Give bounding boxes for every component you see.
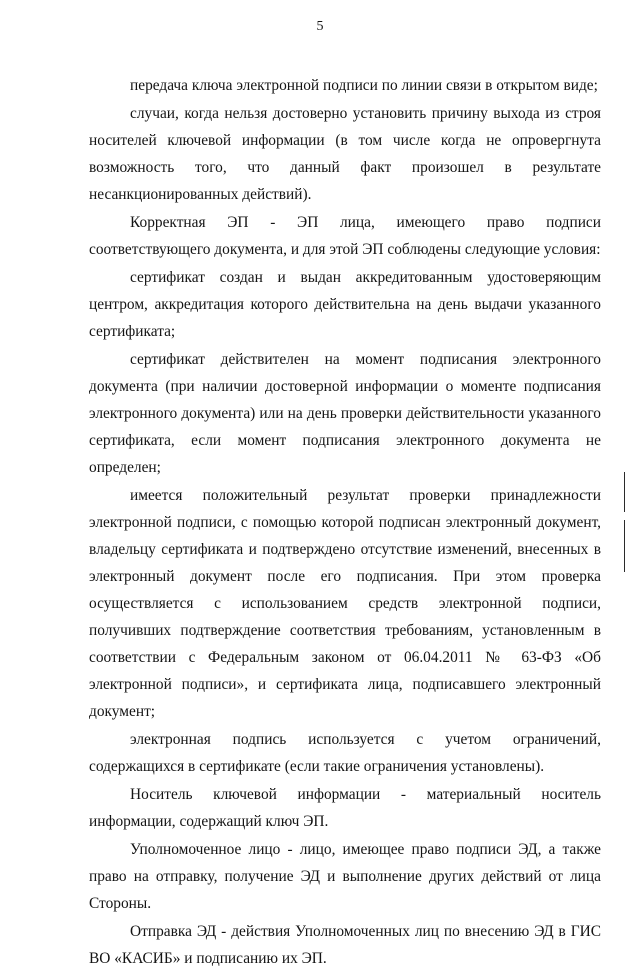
paragraph-verification-result: имеется положительный результат проверки принадлежности электронной подписи, с помощью которой подписан электронный документ, владельцу сертификата и подтверждено отсутствие изменений, внесенных в электронный документ после его подписания. При этом проверка осуществляется с использованием средств электронной подписи, получивших подтверждение соответствия требованиям, установленным в соответствии с Федеральным законом от 06.04.2011 № 63-ФЗ «Об электронной подписи», и сертификата лица, подписавшего электронный документ; bbox=[89, 487, 601, 720]
paragraph-key-carrier-definition: Носитель ключевой информации - материальный носитель информации, содержащий ключ ЭП. bbox=[89, 786, 601, 830]
paragraph-key-transmission: передача ключа электронной подписи по линии связи в открытом виде; bbox=[130, 77, 598, 94]
scan-margin-mark bbox=[624, 520, 625, 572]
scan-margin-mark bbox=[624, 472, 625, 512]
paragraph-certificate-valid: сертификат действителен на момент подписания электронного документа (при наличии достоверной информации о моменте подписания электронного документа) или на день проверки действительности указанного сертификата, если момент подписания электронного документа не определен; bbox=[89, 351, 601, 476]
page-number: 5 bbox=[316, 19, 324, 34]
paragraph-correct-signature: Корректная ЭП - ЭП лица, имеющего право подписи соответствующего документа, и для этой ЭП соблюдены следующие условия: bbox=[89, 214, 601, 258]
paragraph-signature-restrictions: электронная подпись используется с учетом ограничений, содержащихся в сертификате (если такие ограничения установлены). bbox=[89, 731, 601, 775]
paragraph-authorized-person-definition: Уполномоченное лицо - лицо, имеющее право подписи ЭД, а также право на отправку, получение ЭД и выполнение других действий от лица Стороны. bbox=[89, 841, 601, 912]
paragraph-certificate-issued: сертификат создан и выдан аккредитованным удостоверяющим центром, аккредитация которого действительна на день выдачи указанного сертификата; bbox=[89, 269, 601, 340]
paragraph-ed-sending-definition: Отправка ЭД - действия Уполномоченных лиц по внесению ЭД в ГИС ВО «КАСИБ» и подписанию их ЭП. bbox=[89, 923, 601, 967]
paragraph-carrier-failure: случаи, когда нельзя достоверно установить причину выхода из строя носителей ключевой информации (в том числе когда не опровергнута возможность того, что данный факт произошел в результате несанкционированных действий). bbox=[89, 105, 601, 203]
document-body bbox=[89, 72, 601, 972]
